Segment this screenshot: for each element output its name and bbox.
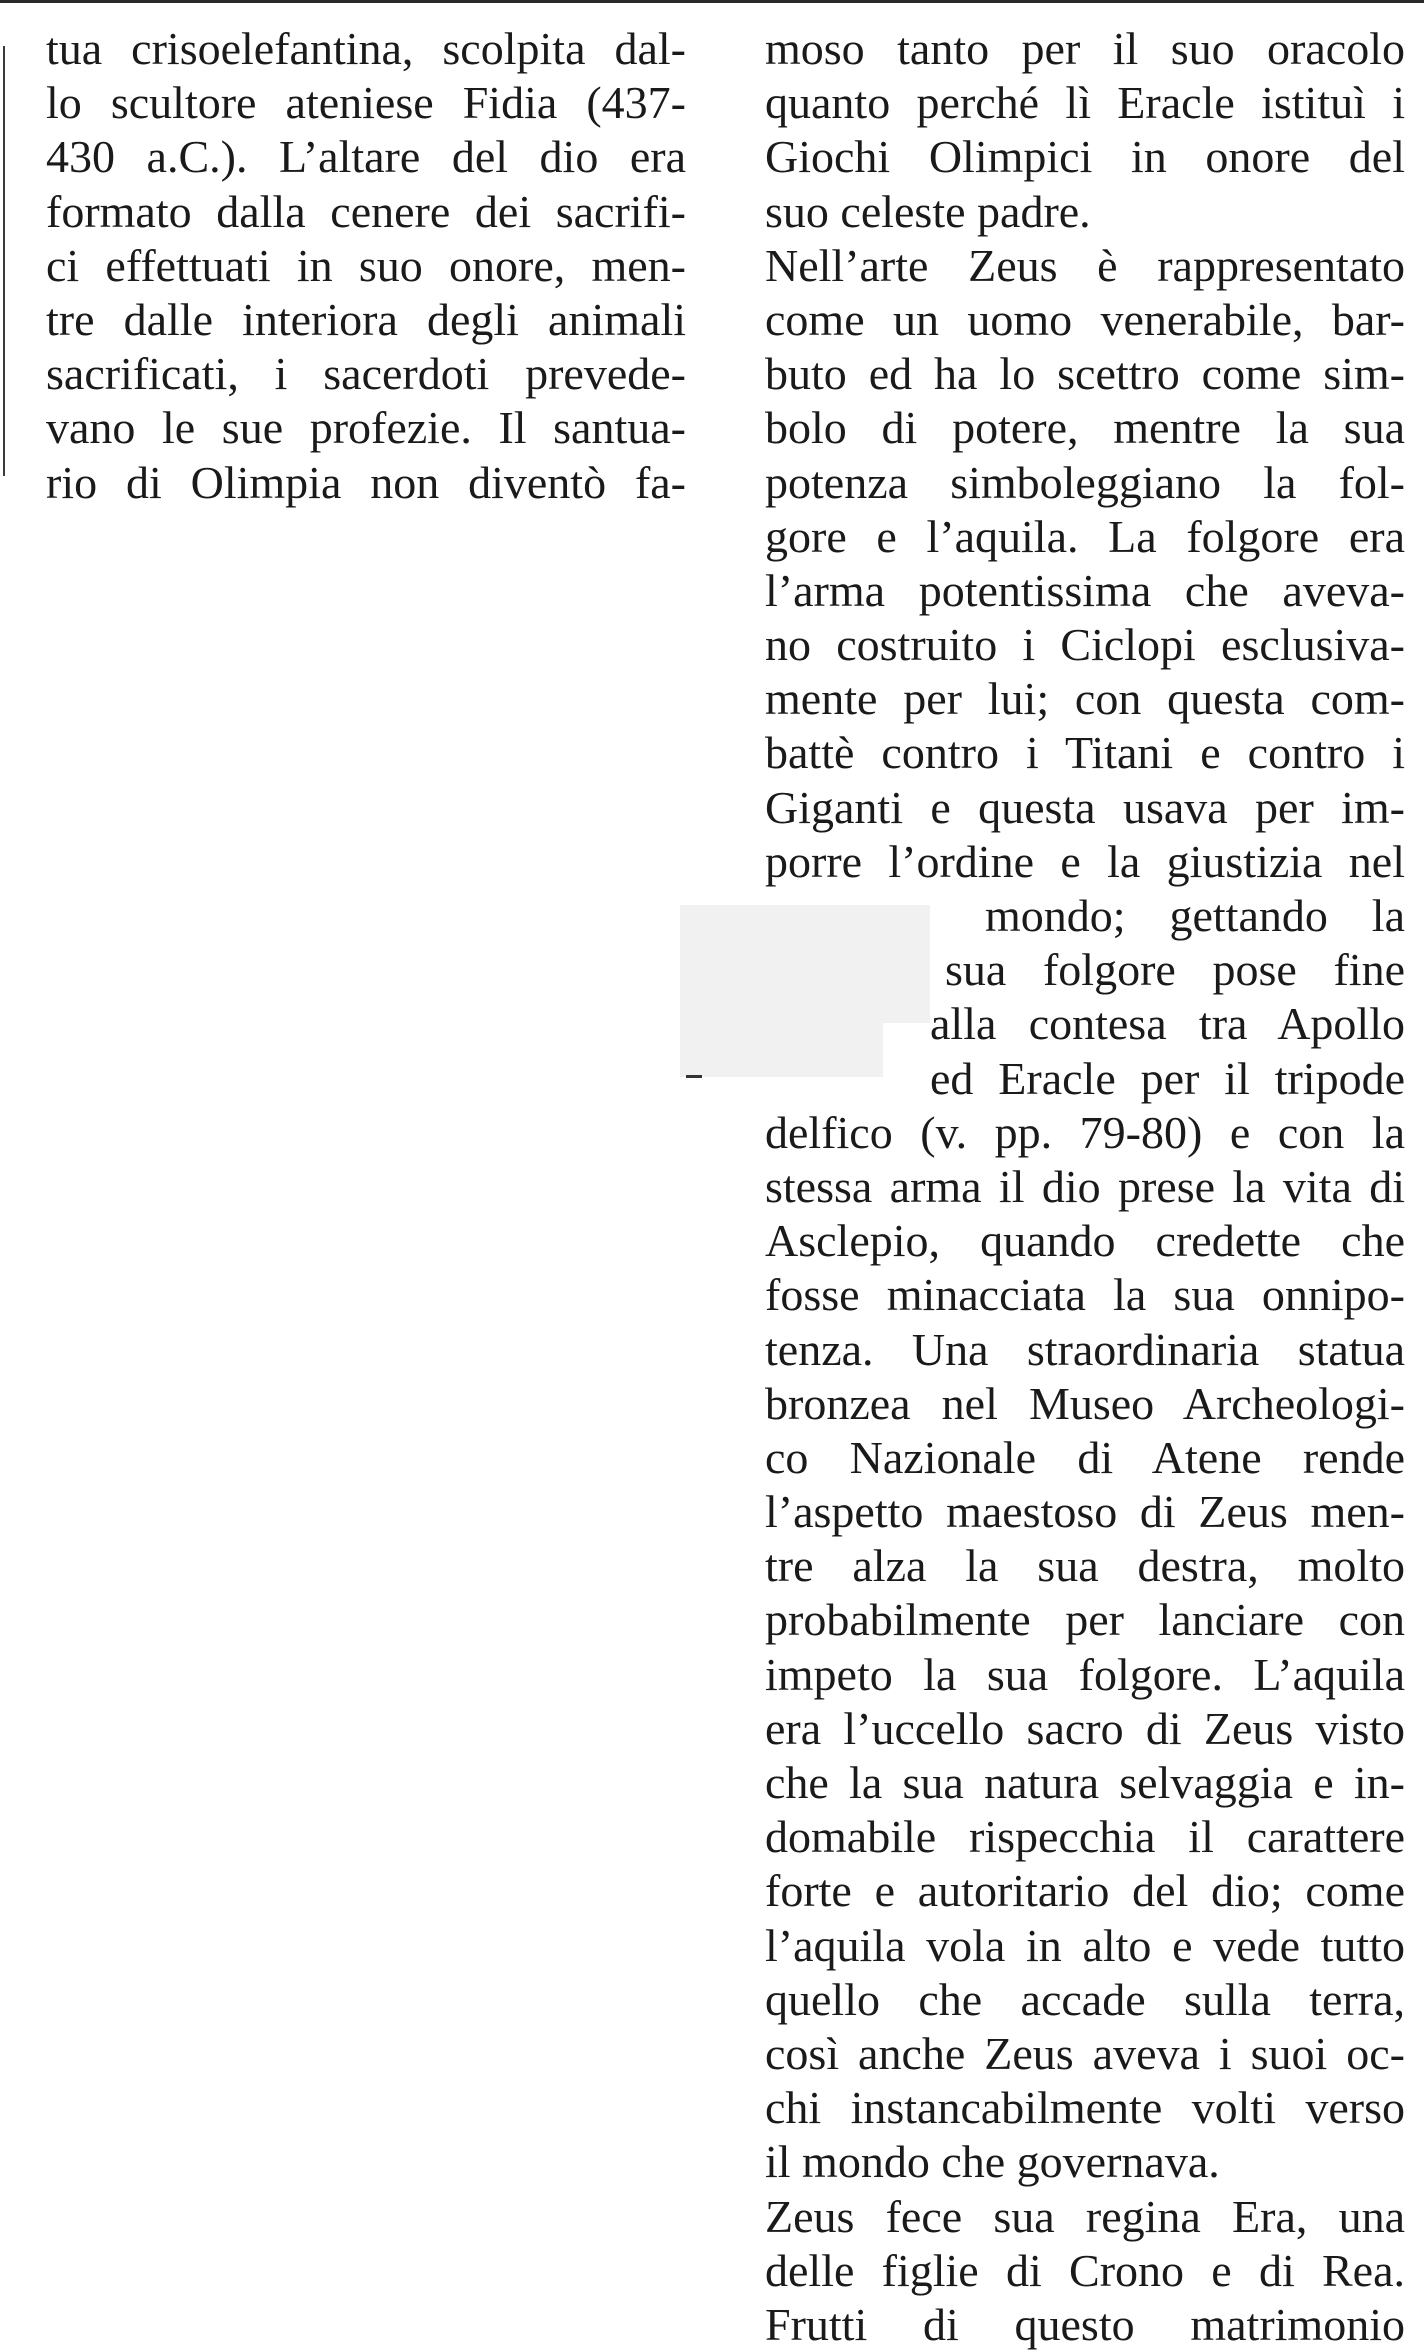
text-line: alla contesa tra Apollo	[930, 998, 1405, 1050]
text-line: l’aspetto maestoso di Zeus men-	[765, 1486, 1405, 1538]
text-line: bronzea nel Museo Archeologi-	[765, 1377, 1405, 1429]
right-text-column	[765, 22, 1405, 2352]
text-line: Giganti e questa usava per im-	[765, 781, 1405, 833]
text-line: formato dalla cenere dei sacrifi-	[46, 185, 686, 237]
text-line: ed Eracle per il tripode	[930, 1052, 1405, 1104]
text-line: ci effettuati in suo onore, men-	[46, 239, 686, 291]
text-line: domabile rispecchia il carattere	[765, 1811, 1405, 1863]
text-line: battè contro i Titani e contro i	[765, 727, 1405, 779]
text-line: delle figlie di Crono e di Rea.	[765, 2244, 1405, 2296]
text-line: moso tanto per il suo oracolo	[765, 23, 1405, 74]
margin-rule	[3, 46, 5, 476]
text-line: no costruito i Ciclopi esclusiva-	[765, 619, 1405, 671]
text-line: quanto perché lì Eracle istituì i	[765, 77, 1405, 129]
text-line: impeto la sua folgore. L’aquila	[765, 1648, 1405, 1700]
text-line: chi instancabilmente volti verso	[765, 2082, 1405, 2134]
text-line: sua folgore pose fine	[945, 944, 1405, 996]
text-line: fosse minacciata la sua onnipo-	[765, 1269, 1405, 1321]
text-line: sacrificati, i sacerdoti prevede-	[46, 348, 686, 400]
text-line: buto ed ha lo scettro come sim-	[765, 348, 1405, 400]
text-line: mondo; gettando la	[985, 890, 1405, 941]
text-line: delfico (v. pp. 79-80) e con la	[765, 1106, 1405, 1158]
text-line: suo celeste padre.	[765, 185, 1091, 237]
text-line: mente per lui; con questa com-	[765, 673, 1405, 725]
text-line: quello che accade sulla terra,	[765, 1973, 1405, 2025]
text-line: così anche Zeus aveva i suoi oc-	[765, 2027, 1405, 2079]
text-line: il mondo che governava.	[765, 2136, 1220, 2188]
text-line: Frutti di questo matrimonio	[765, 2298, 1405, 2350]
text-line: Asclepio, quando credette che	[765, 1215, 1405, 1267]
text-line: co Nazionale di Atene rende	[765, 1431, 1405, 1483]
text-line: gore e l’aquila. La folgore era	[765, 510, 1405, 562]
text-line: che la sua natura selvaggia e in-	[765, 1757, 1405, 1808]
text-line: bolo di potere, mentre la sua	[765, 402, 1405, 454]
text-line: l’aquila vola in alto e vede tutto	[765, 1919, 1405, 1971]
text-line: Giochi Olimpici in onore del	[765, 131, 1405, 183]
text-line: Zeus fece sua regina Era, una	[765, 2190, 1405, 2242]
text-line: forte e autoritario del dio; come	[765, 1865, 1405, 1917]
text-line: tre alza la sua destra, molto	[765, 1540, 1405, 1592]
text-line: potenza simboleggiano la fol-	[765, 456, 1405, 508]
text-line: rio di Olimpia non diventò fa-	[46, 456, 686, 508]
text-line: Nell’arte Zeus è rappresentato	[765, 239, 1405, 291]
figure-mark	[686, 1075, 702, 1078]
text-line: tenza. Una straordinaria statua	[765, 1323, 1405, 1375]
text-line: stessa arma il dio prese la vita di	[765, 1160, 1405, 1212]
text-line: probabilmente per lanciare con	[765, 1594, 1405, 1646]
left-text-column	[46, 22, 686, 510]
text-line: l’arma potentissima che aveva-	[765, 564, 1405, 616]
text-line: lo scultore ateniese Fidia (437-	[46, 77, 686, 129]
text-line: porre l’ordine e la giustizia nel	[765, 835, 1405, 887]
top-rule	[0, 0, 1424, 3]
text-line: 430 a.C.). L’altare del dio era	[46, 131, 686, 183]
text-line: vano le sue profezie. Il santua-	[46, 402, 686, 454]
text-line: era l’uccello sacro di Zeus visto	[765, 1702, 1405, 1754]
text-line: tre dalle interiora degli animali	[46, 293, 686, 345]
text-line: come un uomo venerabile, bar-	[765, 293, 1405, 345]
text-line: tua crisoelefantina, scolpita dal-	[46, 23, 686, 74]
